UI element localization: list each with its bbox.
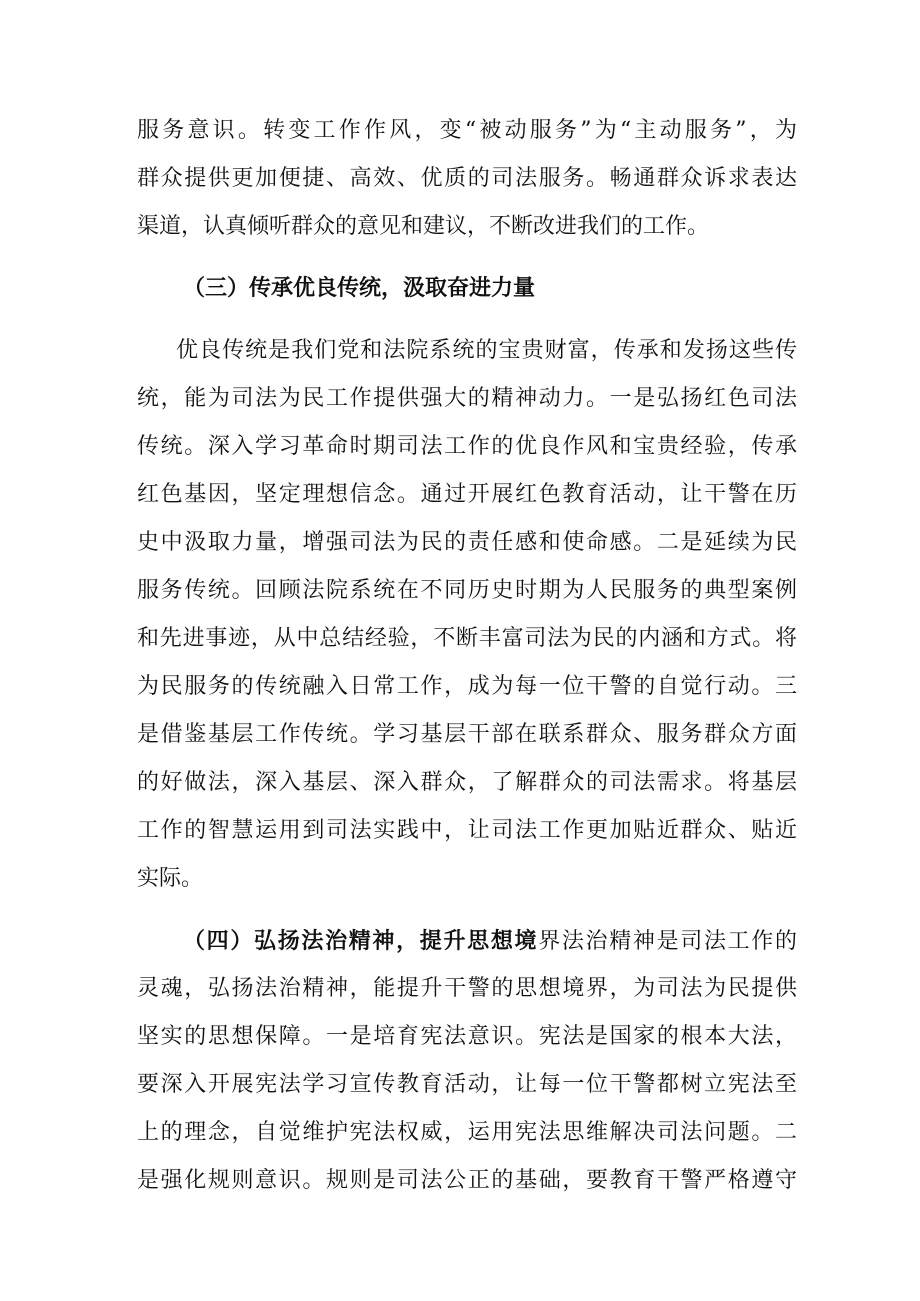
paragraph-line: 服务传统。回顾法院系统在不同历史时期为人民服务的典型案例 bbox=[137, 578, 797, 603]
paragraph-line: 优良传统是我们党和法院系统的宝贵财富，传承和发扬这些传 bbox=[176, 338, 797, 363]
paragraph-line: 是强化规则意识。规则是司法公正的基础，要教育干警严格遵守 bbox=[137, 1168, 797, 1193]
paragraph-line: 实际。 bbox=[137, 866, 204, 891]
section-heading: （四）弘扬法治精神，提升思想境 bbox=[183, 929, 539, 954]
section-heading: （三）传承优良传统，汲取奋进力量 bbox=[183, 276, 536, 301]
paragraph-line: 传统。深入学习革命时期司法工作的优良作风和宝贵经验，传承 bbox=[137, 434, 797, 459]
paragraph-line: 渠道，认真倾听群众的意见和建议，不断改进我们的工作。 bbox=[137, 214, 710, 239]
paragraph-line: 坚实的思想保障。一是培育宪法意识。宪法是国家的根本大法， bbox=[137, 1024, 797, 1049]
paragraph-line: 是借鉴基层工作传统。学习基层干部在联系群众、服务群众方面 bbox=[137, 722, 797, 747]
paragraph-line: 服务意识。转变工作作风，变“被动服务”为“主动服务”，为 bbox=[137, 118, 797, 143]
paragraph-line: 的好做法，深入基层、深入群众，了解群众的司法需求。将基层 bbox=[137, 770, 797, 795]
paragraph-line: 群众提供更加便捷、高效、优质的司法服务。畅通群众诉求表达 bbox=[137, 166, 797, 191]
paragraph-line: 灵魂，弘扬法治精神，能提升干警的思想境界，为司法为民提供 bbox=[137, 976, 797, 1001]
paragraph-line: 要深入开展宪法学习宣传教育活动，让每一位干警都树立宪法至 bbox=[137, 1072, 797, 1097]
section-heading-line bbox=[183, 926, 797, 957]
paragraph-text: 界法治精神是司法工作的 bbox=[538, 929, 797, 954]
paragraph-line: 和先进事迹，从中总结经验，不断丰富司法为民的内涵和方式。将 bbox=[137, 626, 797, 651]
paragraph-line: 统，能为司法为民工作提供强大的精神动力。一是弘扬红色司法 bbox=[137, 386, 797, 411]
paragraph-line: 史中汲取力量，增强司法为民的责任感和使命感。二是延续为民 bbox=[137, 530, 797, 555]
paragraph-line: 为民服务的传统融入日常工作，成为每一位干警的自觉行动。三 bbox=[137, 674, 797, 699]
paragraph-line: 上的理念，自觉维护宪法权威，运用宪法思维解决司法问题。二 bbox=[137, 1120, 797, 1145]
paragraph-line: 工作的智慧运用到司法实践中，让司法工作更加贴近群众、贴近 bbox=[137, 818, 797, 843]
paragraph-line: 红色基因，坚定理想信念。通过开展红色教育活动，让干警在历 bbox=[137, 482, 797, 507]
